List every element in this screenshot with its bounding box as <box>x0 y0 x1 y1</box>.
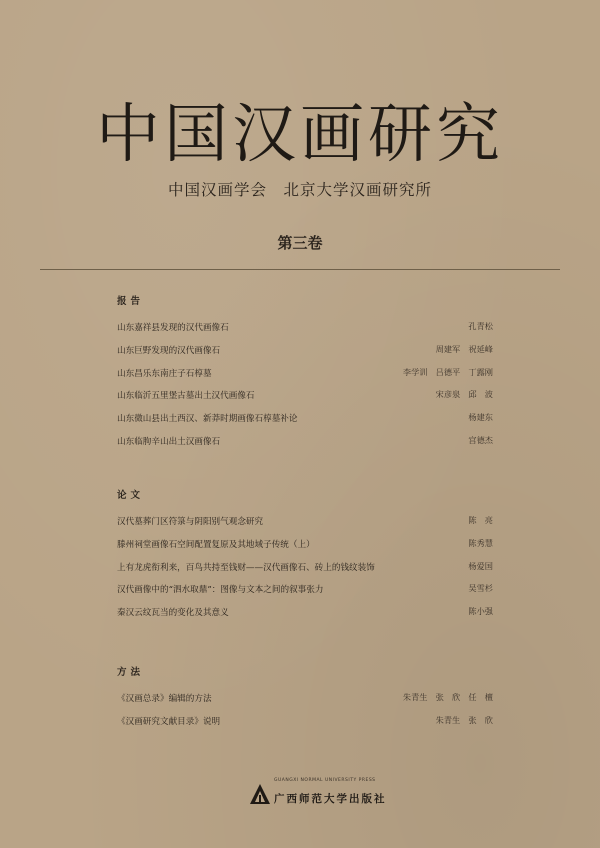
entry-authors: 孔青松 <box>468 321 493 331</box>
toc-entry <box>117 317 493 340</box>
toc-entry <box>117 511 493 534</box>
toc-entry <box>117 579 493 602</box>
toc-entry <box>117 431 493 454</box>
entry-authors: 宫德杰 <box>468 434 493 445</box>
entry-authors: 陈秀慧 <box>468 537 493 548</box>
entry-title: 山东临朐辛山出土汉画像石 <box>117 436 221 447</box>
divider-line <box>40 269 560 270</box>
entry-title: 山东微山县出土西汉、新莽时期画像石椁墓补论 <box>117 414 298 425</box>
entry-title: 山东巨野发现的汉代画像石 <box>117 345 221 356</box>
publisher-name-en: GUANGXI NORMAL UNIVERSITY PRESS <box>274 778 376 783</box>
toc-entry <box>117 534 493 557</box>
toc-entry <box>117 557 493 580</box>
entry-title: 滕州祠堂画像石空间配置复原及其地域子传统（上） <box>117 539 315 550</box>
section-heading: 报告 <box>117 296 145 307</box>
toc-entry <box>117 602 493 625</box>
entry-title: 汉代墓葬门区符箓与阴阳别气观念研究 <box>117 517 264 527</box>
publisher-name-cn: 广西师范大学出版社 <box>274 793 387 805</box>
entry-authors: 杨建东 <box>468 412 493 423</box>
entry-authors: 宋彦泉 邱 波 <box>435 389 493 400</box>
toc-entry <box>117 711 493 734</box>
entry-title: 《汉画总录》编辑的方法 <box>117 694 212 704</box>
toc-section-reports <box>117 295 493 454</box>
entry-title: 山东嘉祥县发现的汉代画像石 <box>117 323 229 333</box>
cover-title: 中国汉画研究 <box>96 98 504 172</box>
toc-entry <box>117 688 493 711</box>
toc-entry <box>117 340 493 363</box>
entry-authors: 李学训 吕德平 丁露刚 <box>402 366 493 377</box>
entry-authors: 朱青生 张 欣 <box>435 714 493 725</box>
entry-authors: 朱青生 张 欣 任 檀 <box>402 692 493 702</box>
entry-title: 山东临沂五里堡古墓出土汉代画像石 <box>117 391 255 402</box>
toc-entry <box>117 385 493 408</box>
entry-title: 上有龙虎衔利来，百鸟共持至钱财——汉代画像石、砖上的钱纹装饰 <box>117 562 375 573</box>
cover-subtitle: 中国汉画学会 北京大学汉画研究所 <box>167 181 432 199</box>
entry-title: 山东昌乐东南庄子石椁墓 <box>117 368 212 379</box>
entry-title: 秦汉云纹瓦当的变化及其意义 <box>117 608 229 619</box>
toc-section-methods <box>117 666 493 734</box>
publisher-block <box>248 778 387 812</box>
entry-authors: 吴雪杉 <box>468 583 493 594</box>
toc-entry <box>117 363 493 386</box>
entry-authors: 陈 亮 <box>468 515 493 525</box>
entry-authors: 周建军 祝延峰 <box>435 343 493 354</box>
entry-title: 《汉画研究文献目录》说明 <box>117 716 221 727</box>
entry-authors: 杨爱国 <box>468 560 493 571</box>
entry-authors: 陈小强 <box>468 606 493 617</box>
toc-section-papers <box>117 489 493 625</box>
section-heading: 论文 <box>117 490 145 501</box>
entry-title: 汉代画像中的“泗水取鼎”：图像与文本之间的叙事张力 <box>117 585 324 596</box>
publisher-logo-icon <box>248 782 272 806</box>
section-heading: 方法 <box>117 667 145 678</box>
volume-label: 第三卷 <box>277 234 323 252</box>
toc-entry <box>117 408 493 431</box>
